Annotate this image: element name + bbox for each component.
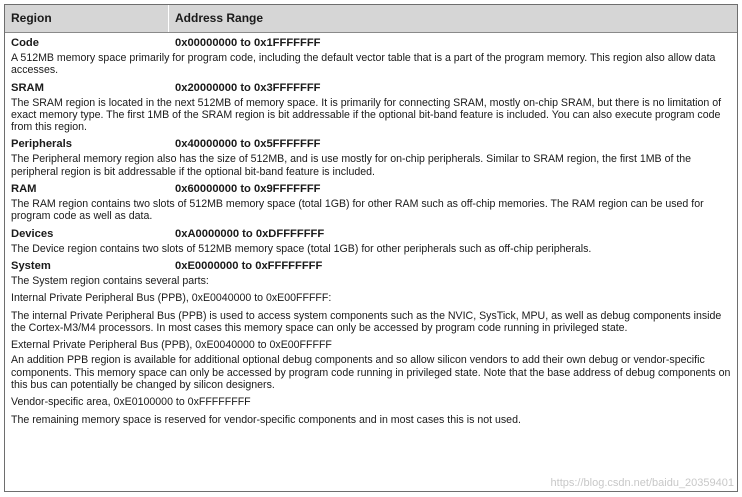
region-description: A 512MB memory space primarily for program code, including the default vector table that is a part of the program memory. This region also allow data accesses. <box>11 52 716 77</box>
region-name: RAM <box>11 183 37 196</box>
region-range: 0x20000000 to 0x3FFFFFFF <box>175 81 321 94</box>
region-name: Devices <box>11 227 54 240</box>
region-row-ram <box>5 181 737 223</box>
region-description: The Peripheral memory region also has the size of 512MB, and is use mostly for on-chip peripherals. Similar to SRAM region, the first 1MB of the peripheral region is bit addressable if the optional bit-band feature is included. <box>11 153 692 178</box>
region-name: System <box>11 259 51 272</box>
table-header <box>5 5 737 33</box>
system-part-heading: Vendor-specific area, 0xE0100000 to 0xFFFFFFFF <box>11 396 251 409</box>
region-description: The Device region contains two slots of 512MB memory space (total 1GB) for other peripherals such as off-chip peripherals. <box>11 242 592 255</box>
region-row-sram <box>5 80 737 134</box>
region-name: Code <box>11 37 39 49</box>
system-part-heading: External Private Peripheral Bus (PPB), 0xE0040000 to 0xE00FFFFF <box>11 339 332 352</box>
region-row-peripherals <box>5 136 737 178</box>
region-name: SRAM <box>11 81 44 94</box>
system-part-text: The remaining memory space is reserved for vendor-specific components and in most cases this is not used. <box>11 413 521 426</box>
system-part-heading: Internal Private Peripheral Bus (PPB), 0xE0040000 to 0xE00FFFFF: <box>11 292 332 305</box>
region-description: The System region contains several parts: <box>11 274 209 287</box>
region-description: The RAM region contains two slots of 512MB memory space (total 1GB) for other RAM such as off-chip memories. The RAM region can be used for program code as well as data. <box>11 198 704 223</box>
region-row-system <box>5 258 737 426</box>
region-description: The SRAM region is located in the next 512MB of memory space. It is primarily for connecting SRAM, mostly on-chip SRAM, but there is no limitation of exact memory type. The first 1MB of the SRAM region is bit addressable if the optional bit-band feature is included. You can also execute program code from this region. <box>11 96 722 134</box>
region-range: 0x00000000 to 0x1FFFFFFF <box>175 37 321 49</box>
header-address-range: Address Range <box>175 11 264 25</box>
header-region: Region <box>5 5 169 32</box>
memory-map-table <box>4 4 738 492</box>
region-range: 0x40000000 to 0x5FFFFFFF <box>175 138 321 151</box>
region-range: 0xA0000000 to 0xDFFFFFFF <box>175 227 325 240</box>
region-range: 0x60000000 to 0x9FFFFFFF <box>175 183 321 196</box>
region-row-devices <box>5 226 737 255</box>
region-name: Peripherals <box>11 138 72 151</box>
system-part-text: The internal Private Peripheral Bus (PPB) is used to access system components such as the NVIC, SysTick, MPU, as well as debug components inside the Cortex-M3/M4 processors. In most cases this memory space can only be accessed by program code running in privileged state. <box>11 309 722 334</box>
region-row-code <box>5 35 737 77</box>
watermark-text: https://blog.csdn.net/baidu_20359401 <box>550 477 734 489</box>
region-range: 0xE0000000 to 0xFFFFFFFF <box>175 259 323 272</box>
system-part-text: An addition PPB region is available for additional optional debug components and so allow silicon vendors to add their own debug or vendor-specific components. This memory space can only be accessed by program code running in privileged state. Note that the base address of debug components on this bus can potentially be changed by silicon designers. <box>11 354 731 392</box>
